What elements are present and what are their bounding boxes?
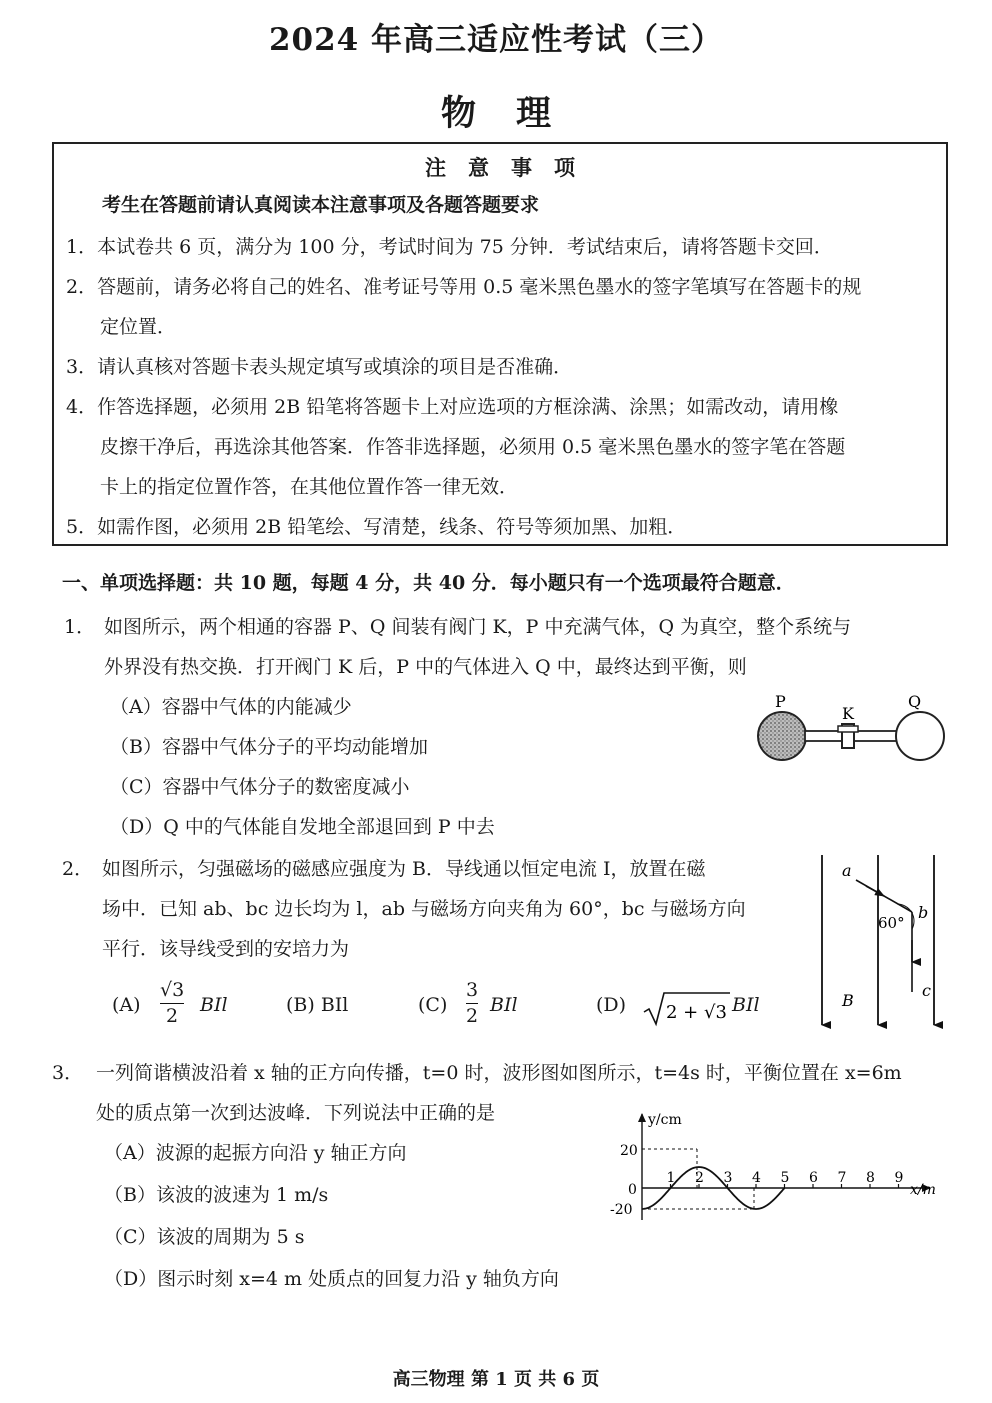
container-q bbox=[896, 712, 944, 760]
x-tick-label: 7 bbox=[837, 1170, 847, 1186]
q2-option-c-expr: BIl bbox=[490, 994, 518, 1016]
q2-option-d-expr: BIl bbox=[732, 994, 760, 1016]
q3-wave-graph bbox=[600, 1108, 945, 1228]
notice-line: 皮擦干净后，再选涂其他答案．作答非选择题，必须用 0.5 毫米黑色墨水的签字笔在答题 bbox=[100, 436, 846, 458]
label-p: P bbox=[775, 692, 786, 711]
q3-stem-line: 一列简谐横波沿着 x 轴的正方向传播，t=0 时，波形图如图所示，t=4s 时，平衡位置在 x=6m bbox=[96, 1062, 902, 1084]
q1-option-a: （A）容器中气体的内能减少 bbox=[110, 696, 352, 718]
fraction-denominator: 2 bbox=[166, 1004, 179, 1027]
fraction-denominator: 2 bbox=[466, 1004, 479, 1027]
q2-stem-line: 平行．该导线受到的安培力为 bbox=[102, 938, 350, 960]
q3-option-c: （C）该波的周期为 5 s bbox=[104, 1226, 305, 1248]
label-c: c bbox=[922, 981, 931, 1000]
notice-heading: 注意事项 bbox=[425, 155, 597, 180]
x-tick-label: 6 bbox=[809, 1170, 818, 1186]
notice-line: 卡上的指定位置作答，在其他位置作答一律无效． bbox=[100, 476, 519, 498]
q2-option-d-radicand: 2 + √3 bbox=[666, 1002, 727, 1023]
current-arrow bbox=[866, 886, 884, 896]
q2-number: 2． bbox=[62, 858, 94, 880]
origin-label: 0 bbox=[628, 1182, 637, 1198]
label-a: a bbox=[842, 861, 852, 880]
q2-stem-line: 场中．已知 ab、bc 边长均为 l，ab 与磁场方向夹角为 60°，bc 与磁场方向 bbox=[102, 898, 746, 920]
x-tick-label: 9 bbox=[894, 1170, 904, 1186]
q3-option-d: （D）图示时刻 x=4 m 处质点的回复力沿 y 轴负方向 bbox=[104, 1268, 559, 1290]
x-tick-label: 5 bbox=[780, 1170, 790, 1186]
q3-number: 3． bbox=[52, 1062, 84, 1084]
x-tick-label: 8 bbox=[866, 1170, 875, 1186]
q3-stem-line: 处的质点第一次到达波峰．下列说法中正确的是 bbox=[96, 1102, 496, 1124]
q2-option-c-fraction bbox=[466, 980, 478, 1027]
exam-title: 2024 年高三适应性考试（三） bbox=[268, 22, 724, 58]
fraction-numerator: 3 bbox=[466, 979, 479, 1001]
notice-box bbox=[52, 142, 948, 546]
q2-option-b: (B) BIl bbox=[286, 994, 349, 1016]
x-tick-label: 1 bbox=[666, 1170, 676, 1186]
q2-option-d-label: (D) bbox=[596, 994, 627, 1016]
notice-line: 3．请认真核对答题卡表头规定填写或填涂的项目是否准确． bbox=[66, 356, 573, 378]
q1-option-c: （C）容器中气体分子的数密度减小 bbox=[110, 776, 410, 798]
q1-stem-line: 外界没有热交换．打开阀门 K 后，P 中的气体进入 Q 中，最终达到平衡，则 bbox=[104, 656, 747, 678]
container-p bbox=[758, 712, 806, 760]
q1-option-b: （B）容器中气体分子的平均动能增加 bbox=[110, 736, 428, 758]
notice-line: 定位置． bbox=[100, 316, 177, 338]
q2-option-a-fraction bbox=[160, 980, 184, 1027]
y-tick-20: 20 bbox=[620, 1143, 638, 1159]
notice-line: 4．作答选择题，必须用 2B 铅笔将答题卡上对应选项的方框涂满、涂黑；如需改动，请用橡 bbox=[66, 396, 839, 418]
q1-number: 1． bbox=[64, 616, 96, 638]
angle-label: 60° bbox=[878, 914, 905, 932]
label-b: b bbox=[918, 903, 929, 922]
label-q: Q bbox=[908, 692, 922, 711]
q2-option-a-expr: BIl bbox=[200, 994, 228, 1016]
section-title: 一、单项选择题：共 10 题，每题 4 分，共 40 分．每小题只有一个选项最符合题意． bbox=[62, 572, 795, 594]
page-footer: 高三物理 第 1 页 共 6 页 bbox=[392, 1369, 600, 1390]
q1-container-figure bbox=[750, 690, 950, 770]
q1-option-d: （D）Q 中的气体能自发地全部退回到 P 中去 bbox=[110, 816, 495, 838]
q2-option-c-label: (C) bbox=[418, 994, 448, 1016]
label-k: K bbox=[842, 704, 854, 723]
notice-line: 2．答题前，请务必将自己的姓名、准考证号等用 0.5 毫米黑色墨水的签字笔填写在答题卡的规 bbox=[66, 276, 862, 298]
notice-line: 5．如需作图，必须用 2B 铅笔绘、写清楚，线条、符号等须加黑、加粗． bbox=[66, 516, 687, 538]
q2-magnetic-field-figure bbox=[812, 850, 952, 1035]
label-field-b: B bbox=[842, 991, 854, 1010]
notice-intro: 考生在答题前请认真阅读本注意事项及各题答题要求 bbox=[102, 194, 540, 216]
sqrt-sign bbox=[642, 990, 732, 1028]
q2-stem-line: 如图所示，匀强磁场的磁感应强度为 B．导线通以恒定电流 I，放置在磁 bbox=[102, 858, 706, 880]
x-axis-label: x/m bbox=[910, 1182, 936, 1198]
q2-option-a-label: (A) bbox=[112, 994, 141, 1016]
y-axis-label: y/cm bbox=[648, 1112, 682, 1128]
notice-line: 1．本试卷共 6 页，满分为 100 分，考试时间为 75 分钟．考试结束后，请将答题卡交回． bbox=[66, 236, 833, 258]
x-tick-label: 3 bbox=[723, 1170, 733, 1186]
q3-option-a: （A）波源的起振方向沿 y 轴正方向 bbox=[104, 1142, 407, 1164]
y-tick-neg20: -20 bbox=[610, 1202, 633, 1218]
x-tick-label: 2 bbox=[695, 1170, 704, 1186]
q1-stem-line: 如图所示，两个相通的容器 P、Q 间装有阀门 K，P 中充满气体，Q 为真空，整个系统与 bbox=[104, 616, 852, 638]
x-tick-label: 4 bbox=[752, 1170, 761, 1186]
fraction-numerator: √3 bbox=[160, 979, 185, 1001]
valve-handle bbox=[838, 726, 858, 732]
subject-title: 物理 bbox=[440, 93, 591, 134]
q3-option-b: （B）该波的波速为 1 m/s bbox=[104, 1184, 329, 1206]
